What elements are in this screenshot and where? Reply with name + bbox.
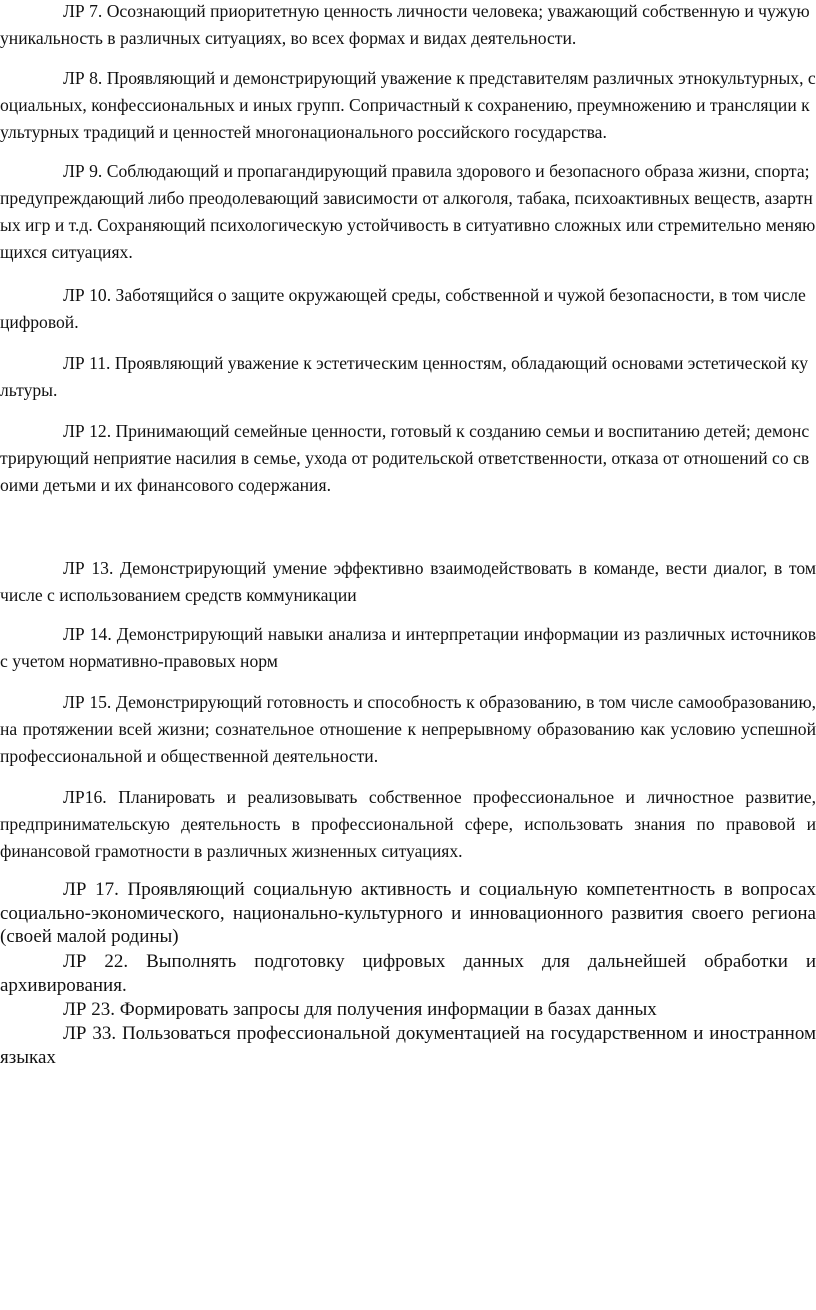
paragraph-lr-23: ЛР 23. Формировать запросы для получения информации в базах данных <box>63 999 657 1020</box>
paragraph-lr-14: ЛР 14. Демонстрирующий навыки анализа и интерпретации информации из различных источников с учетом нормативно-правовых норм <box>0 624 816 671</box>
paragraph-lr-10: ЛР 10. Заботящийся о защите окружающей среды, собственной и чужой безопасности, в том числе цифровой. <box>0 285 806 332</box>
paragraph-lr-9: ЛР 9. Соблюдающий и пропагандирующий правила здорового и безопасного образа жизни, спорта; предупреждающий либо преодолевающий зависимости от алкоголя, табака, психоактивных веществ, азартных игр и т.д. Сохраняющий психологическую устойчивость в ситуативно сложных или стремительно меняющихся ситуациях. <box>0 161 816 262</box>
paragraph-lr-15: ЛР 15. Демонстрирующий готовность и способность к образованию, в том числе самообразованию, на протяжении всей жизни; сознательное отношение к непрерывному образованию как условию успешной профессиональной и общественной деятельности. <box>0 692 816 766</box>
paragraph-lr-17: ЛР 17. Проявляющий социальную активность и социальную компетентность в вопросах социально-экономического, национально-культурного и инновационного развития своего региона (своей малой родины) <box>0 879 816 947</box>
paragraph-lr-16: ЛР16. Планировать и реализовывать собственное профессиональное и личностное развитие, предпринимательскую деятельность в профессиональной сфере, использовать знания по правовой и финансовой грамотности в различных жизненных ситуациях. <box>0 787 816 861</box>
paragraph-lr-7: ЛР 7. Осознающий приоритетную ценность личности человека; уважающий собственную и чужую уникальность в различных ситуациях, во всех формах и видах деятельности. <box>0 1 810 48</box>
paragraph-lr-33: ЛР 33. Пользоваться профессиональной документацией на государственном и иностранном языках <box>0 1023 816 1068</box>
paragraph-lr-12: ЛР 12. Принимающий семейные ценности, готовый к созданию семьи и воспитанию детей; демонстрирующий неприятие насилия в семье, ухода от родительской ответственности, отказа от отношений со своими детьми и их финансового содержания. <box>0 421 810 495</box>
paragraph-lr-8: ЛР 8. Проявляющий и демонстрирующий уважение к представителям различных этнокультурных, социальных, конфессиональных и иных групп. Сопричастный к сохранению, преумножению и трансляции культурных традиций и ценностей многонационального российского государства. <box>0 68 816 142</box>
paragraph-lr-13: ЛР 13. Демонстрирующий умение эффективно взаимодействовать в команде, вести диалог, в том числе с использованием средств коммуникации <box>0 558 816 605</box>
paragraph-lr-11: ЛР 11. Проявляющий уважение к эстетическим ценностям, обладающий основами эстетической культуры. <box>0 353 809 400</box>
paragraph-lr-22: ЛР 22. Выполнять подготовку цифровых данных для дальнейшей обработки и архивирования. <box>0 951 816 996</box>
